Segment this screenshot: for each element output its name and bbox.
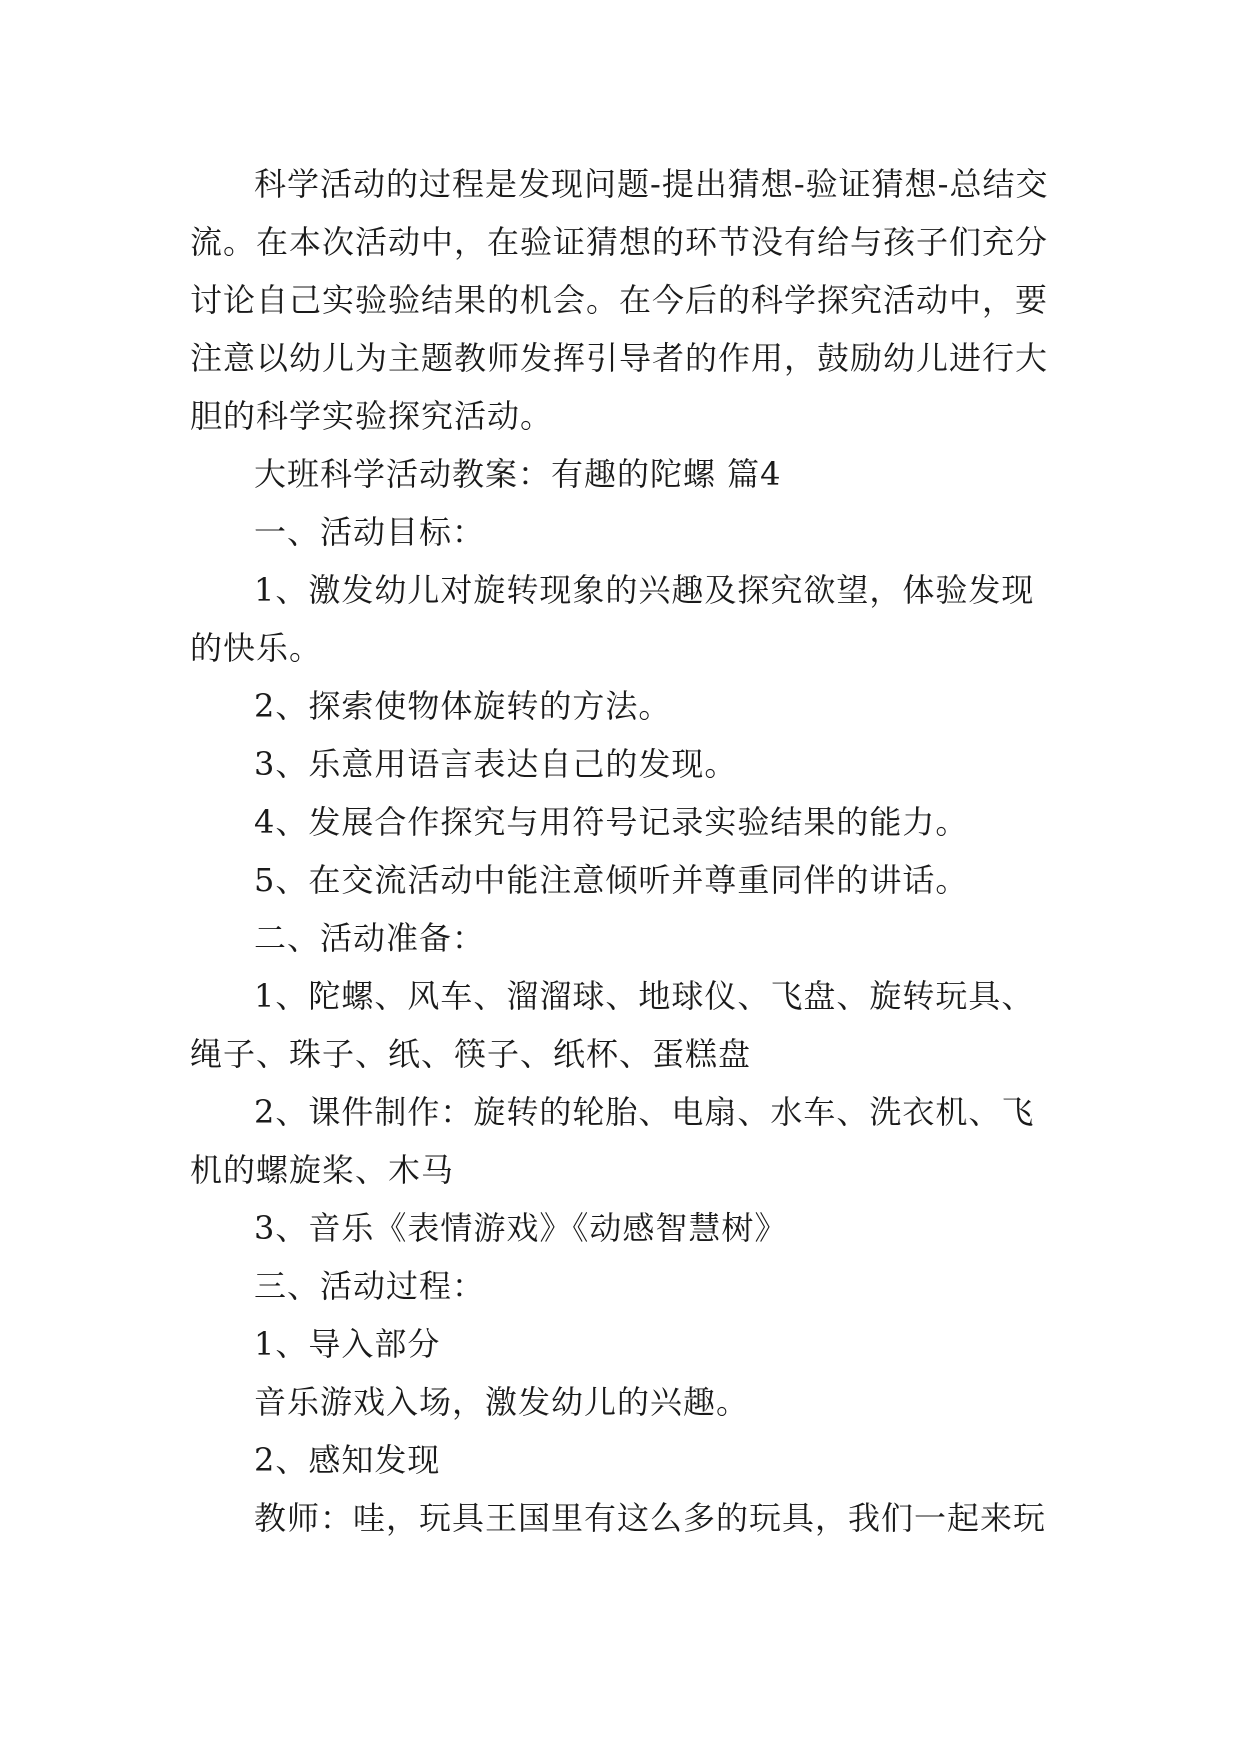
list-item-process-2: 2、感知发现 [254,1441,441,1479]
heading-activity-preparation: 二、活动准备： [254,919,486,957]
document-body [190,155,1050,1547]
paragraph-summary: 科学活动的过程是发现问题-提出猜想-验证猜想-总结交流。在本次活动中，在验证猜想的环节没有给与孩子们充分讨论自己实验验结果的机会。在今后的科学探究活动中，要注意以幼儿为主题教师发挥引导者的作用，鼓励幼儿进行大胆的科学实验探究活动。 [190,165,1049,435]
list-item-goal-4: 4、发展合作探究与用符号记录实验结果的能力。 [254,803,969,841]
heading-activity-goals: 一、活动目标： [254,513,486,551]
paragraph-process-1-detail: 音乐游戏入场，激发幼儿的兴趣。 [254,1383,750,1421]
section-title: 大班科学活动教案：有趣的陀螺 篇4 [254,455,782,493]
list-item-goal-2: 2、探索使物体旋转的方法。 [254,687,672,725]
paragraph-teacher-dialogue: 教师：哇，玩具王国里有这么多的玩具，我们一起来玩 [254,1499,1047,1537]
list-item-goal-3: 3、乐意用语言表达自己的发现。 [254,745,738,783]
list-item-prep-1: 1、陀螺、风车、溜溜球、地球仪、飞盘、旋转玩具、绳子、珠子、纸、筷子、纸杯、蛋糕盘 [190,977,1035,1073]
list-item-prep-3: 3、音乐《表情游戏》《动感智慧树》 [254,1209,788,1247]
list-item-goal-5: 5、在交流活动中能注意倾听并尊重同伴的讲话。 [254,861,969,899]
list-item-goal-1: 1、激发幼儿对旋转现象的兴趣及探究欲望，体验发现的快乐。 [190,571,1035,667]
heading-activity-process: 三、活动过程： [254,1267,486,1305]
list-item-prep-2: 2、课件制作：旋转的轮胎、电扇、水车、洗衣机、飞机的螺旋桨、木马 [190,1093,1035,1189]
list-item-process-1: 1、导入部分 [254,1325,441,1363]
